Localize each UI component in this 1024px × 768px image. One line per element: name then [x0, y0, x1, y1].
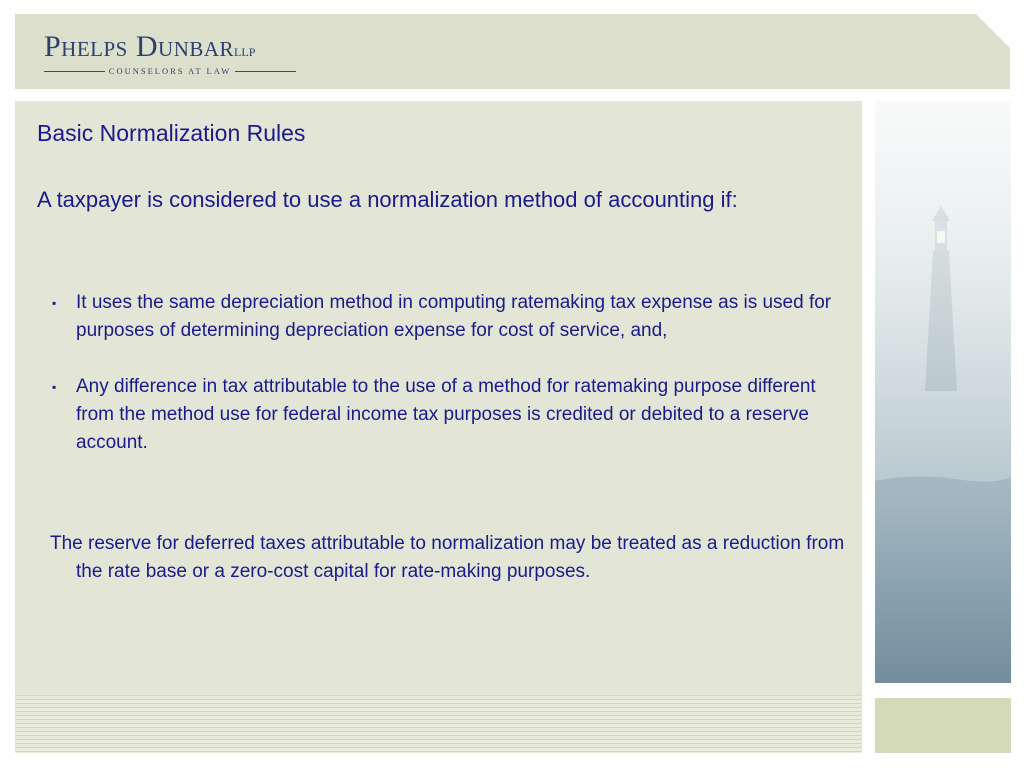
lighthouse-image	[875, 101, 1011, 683]
tagline-rule-right	[235, 71, 296, 72]
bullet-text: Any difference in tax attributable to the use of a method for ratemaking purpose different from the method use for federal income tax purposes is credited or debited to a reserve account.	[76, 376, 816, 453]
bullet-text: It uses the same depreciation method in computing ratemaking tax expense as is used for purposes of determining depreciation expense for cost of service, and,	[76, 292, 832, 341]
lighthouse-illustration	[875, 101, 1011, 683]
closing-paragraph: The reserve for deferred taxes attributable to normalization may be treated as a reduction from the rate base or a zero-cost capital for rate-making purposes.	[50, 533, 845, 582]
bullet-list	[50, 289, 850, 485]
bullet-item	[50, 289, 850, 345]
tagline-rule-left	[44, 71, 105, 72]
square-bullet-icon: ▪	[52, 296, 57, 310]
accent-box	[875, 698, 1011, 753]
bullet-item	[50, 373, 850, 457]
slide-title: Basic Normalization Rules	[37, 120, 306, 146]
square-bullet-icon: ▪	[52, 380, 57, 394]
firm-logo	[44, 30, 304, 80]
logo-suffix: LLP	[234, 45, 256, 59]
intro-text: A taxpayer is considered to use a normalization method of accounting if:	[37, 187, 738, 212]
tagline-text: COUNSELORS AT LAW	[108, 66, 232, 76]
footer-stripes	[15, 695, 862, 753]
logo-tagline	[44, 64, 296, 78]
logo-wordmark: Phelps DunbarLLP	[44, 30, 256, 63]
